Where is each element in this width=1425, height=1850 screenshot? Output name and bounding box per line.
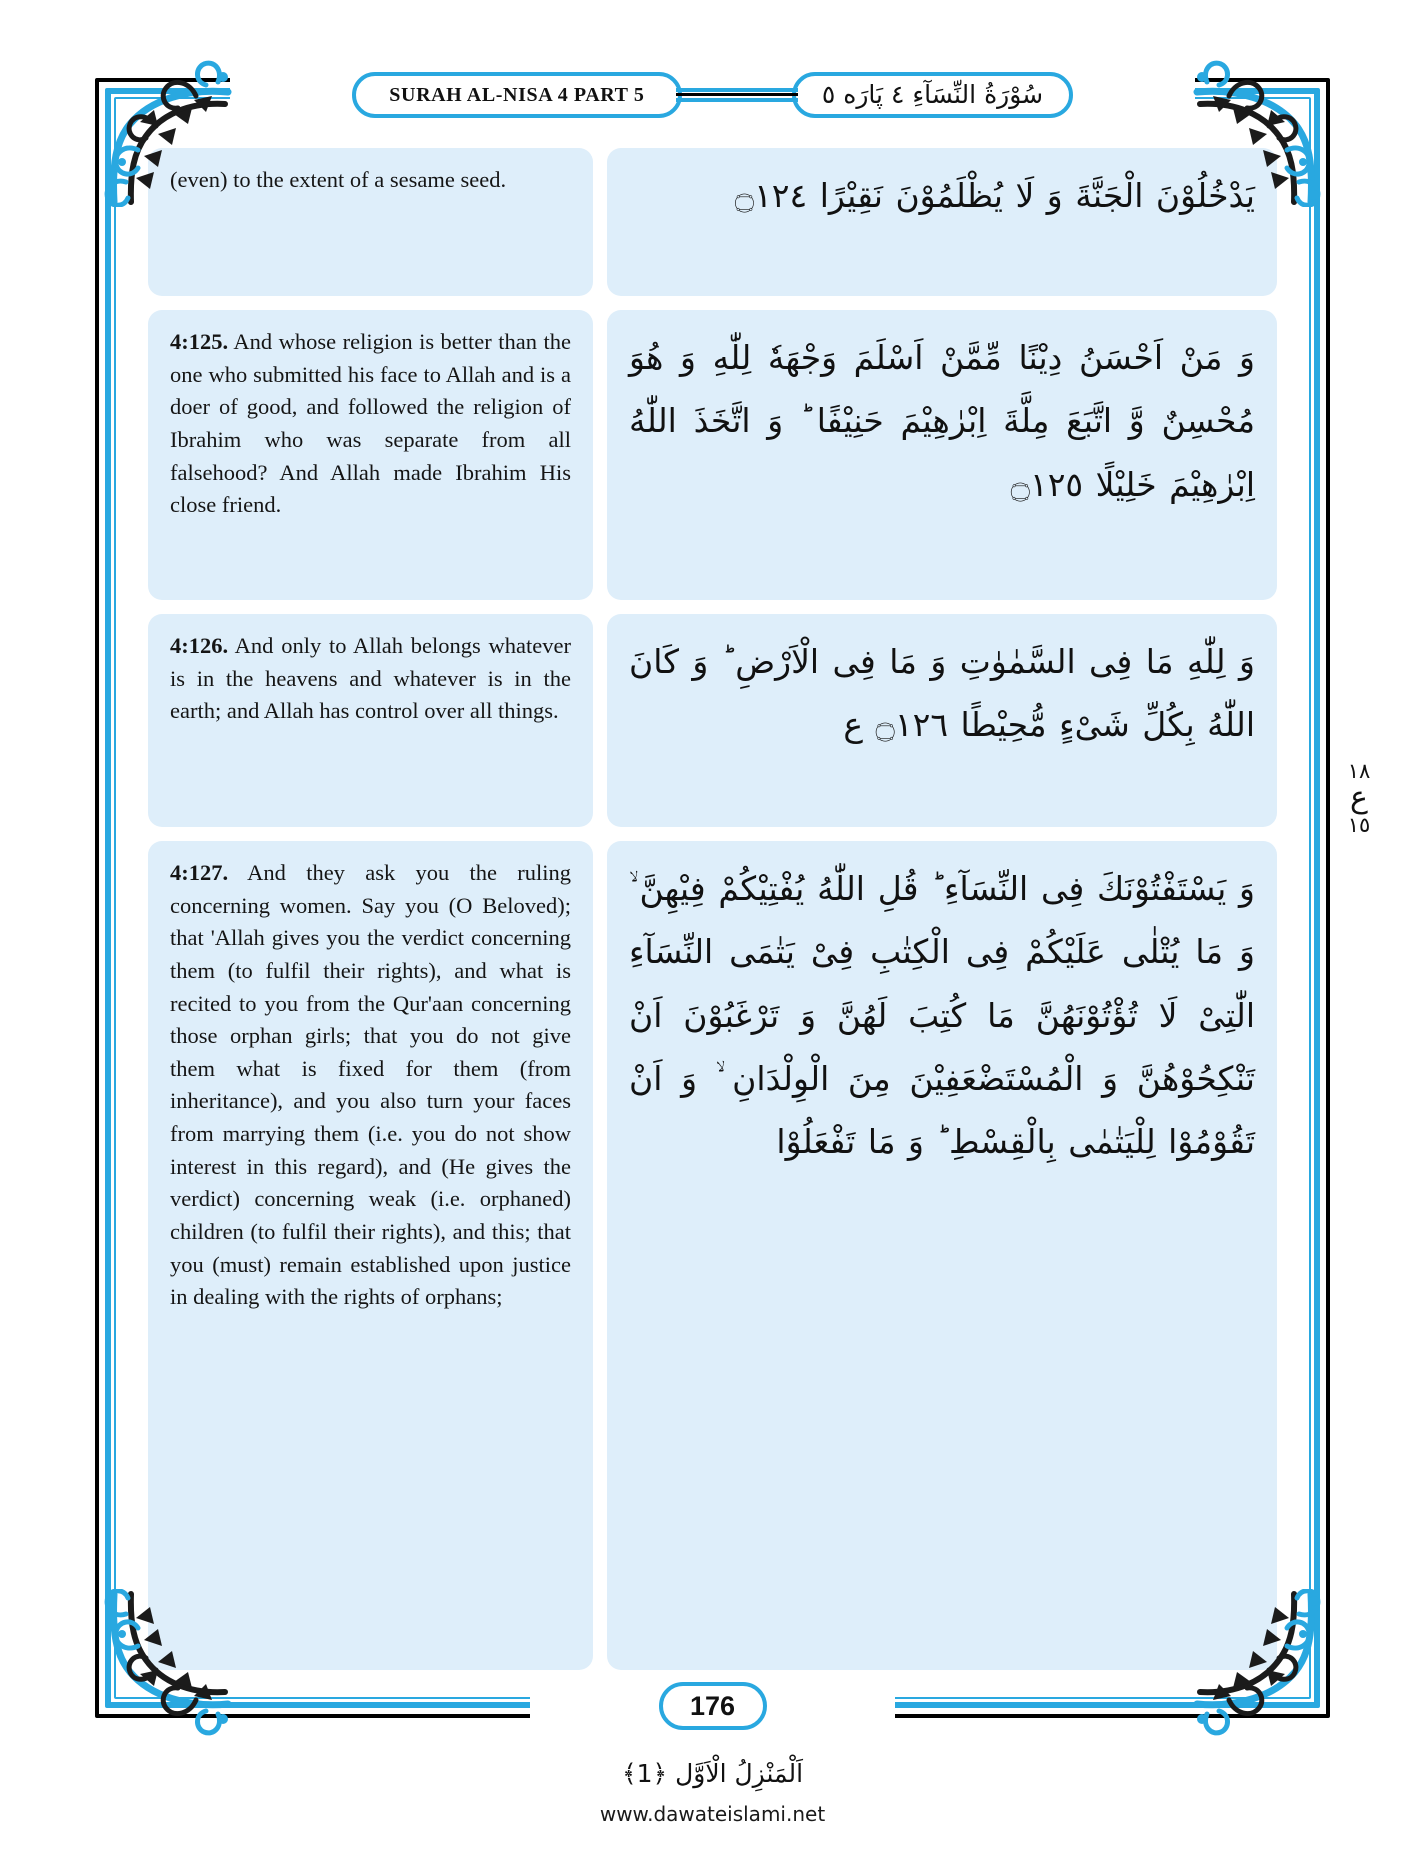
verse-text-arabic: وَ یَسْتَفْتُوْنَكَ فِی النِّسَآءِ ؕ قُلِ اللّٰهُ یُفْتِیْكُمْ فِیْهِنَّ ۙ وَ مَا یُتْلٰی عَلَیْكُمْ فِی الْكِتٰبِ فِیْ یَتٰمَی النِّسَآءِ الّٰتِیْ لَا تُؤْتُوْنَهُنَّ مَا كُتِبَ لَهُنَّ وَ تَرْغَبُوْنَ اَنْ تَنْكِحُوْهُنَّ وَ الْمُسْتَضْعَفِیْنَ مِنَ الْوِلْدَانِ ۙ وَ اَنْ تَقُوْمُوْا لِلْیَتٰمٰی بِالْقِسْطِ ؕ وَ مَا تَفْعَلُوْا [629,869,1255,1162]
verse-text-english [170,857,571,1314]
arabic-text-column [607,148,1277,1670]
surah-title-cartouche-arabic [792,72,1073,118]
verse-number: 4:127. [170,860,229,885]
verse-box-arabic-4-125 [607,310,1277,600]
ruku-marker-top: ١٨ [1347,759,1371,783]
verse-box-english-4-127 [148,841,593,1670]
verse-body: (even) to the extent of a sesame seed. [170,167,507,192]
verse-text-english [170,164,571,197]
verse-text-english [170,630,571,728]
verse-number: 4:126. [170,633,229,658]
english-translation-column [148,148,593,1670]
header-connector-rule [682,88,792,102]
verse-content-area [148,148,1277,1670]
surah-title-arabic: سُوْرَةُ النِّسَآءِ ٤ پَارَه ٥ [821,80,1044,110]
page-header [0,66,1425,124]
ruku-marker-bottom: ١٥ [1347,812,1371,837]
verse-body: And they ask you the ruling concerning women. Say you (O Beloved); that 'Allah gives you the verdict concerning them (to fulfil their rights), and what is recited to you from the Qur'aan concerning those orphan girls; that you do not give them what is fixed for them (from inheritance), and you also turn your faces from marrying them (i.e. you do not show interest in this regard), and (He gives the verdict) concerning weak (i.e. orphaned) children (to fulfil their rights), and this; that you (must) remain established upon justice in dealing with the rights of orphans; [170,860,572,1310]
verse-body: And only to Allah belongs whatever is in the heavens and whatever is in the earth; and Allah has control over all things. [170,633,571,724]
verse-number: 4:125. [170,329,229,354]
surah-title-english: SURAH AL-NISA 4 PART 5 [389,83,645,106]
verse-box-english-4-126 [148,614,593,827]
verse-box-english-124-cont [148,148,593,296]
verse-text-english [170,326,571,522]
manzil-label-arabic: اَلْمَنْزِلُ الْاَوَّل ﴿1﴾ [621,1759,804,1788]
verse-box-english-4-125 [148,310,593,600]
ruku-margin-marker [1333,760,1385,836]
website-url: www.dawateislami.net [599,1802,826,1826]
verse-box-arabic-4-127 [607,841,1277,1670]
verse-text-arabic: وَ لِلّٰهِ مَا فِی السَّمٰوٰتِ وَ مَا فِی الْاَرْضِ ؕ وَ كَانَ اللّٰهُ بِكُلِّ شَیْءٍ مُّحِیْطًا ۝١٢٦ ع [629,642,1255,745]
verse-box-arabic-4-126 [607,614,1277,827]
verse-text-arabic: وَ مَنْ اَحْسَنُ دِیْنًا مِّمَّنْ اَسْلَمَ وَجْهَهٗ لِلّٰهِ وَ هُوَ مُحْسِنٌ وَّ اتَّبَعَ مِلَّةَ اِبْرٰهِیْمَ حَنِیْفًا ؕ وَ اتَّخَذَ اللّٰهُ اِبْرٰهِیْمَ خَلِیْلًا ۝١٢٥ [629,338,1255,504]
verse-box-arabic-124-cont [607,148,1277,296]
surah-title-cartouche-english [352,72,682,118]
ruku-marker-middle: ع [1350,780,1368,816]
verse-body: And whose religion is better than the one who submitted his face to Allah and is a doer of good, and followed the religion of Ibrahim who was separate from all falsehood? And Allah made Ibrahim His close friend. [170,329,571,518]
verse-text-arabic: یَدْخُلُوْنَ الْجَنَّةَ وَ لَا یُظْلَمُوْنَ نَقِیْرًا ۝١٢٤ [734,176,1255,215]
page-number-badge: 176 [659,1682,767,1730]
page-footer [0,1680,1425,1732]
